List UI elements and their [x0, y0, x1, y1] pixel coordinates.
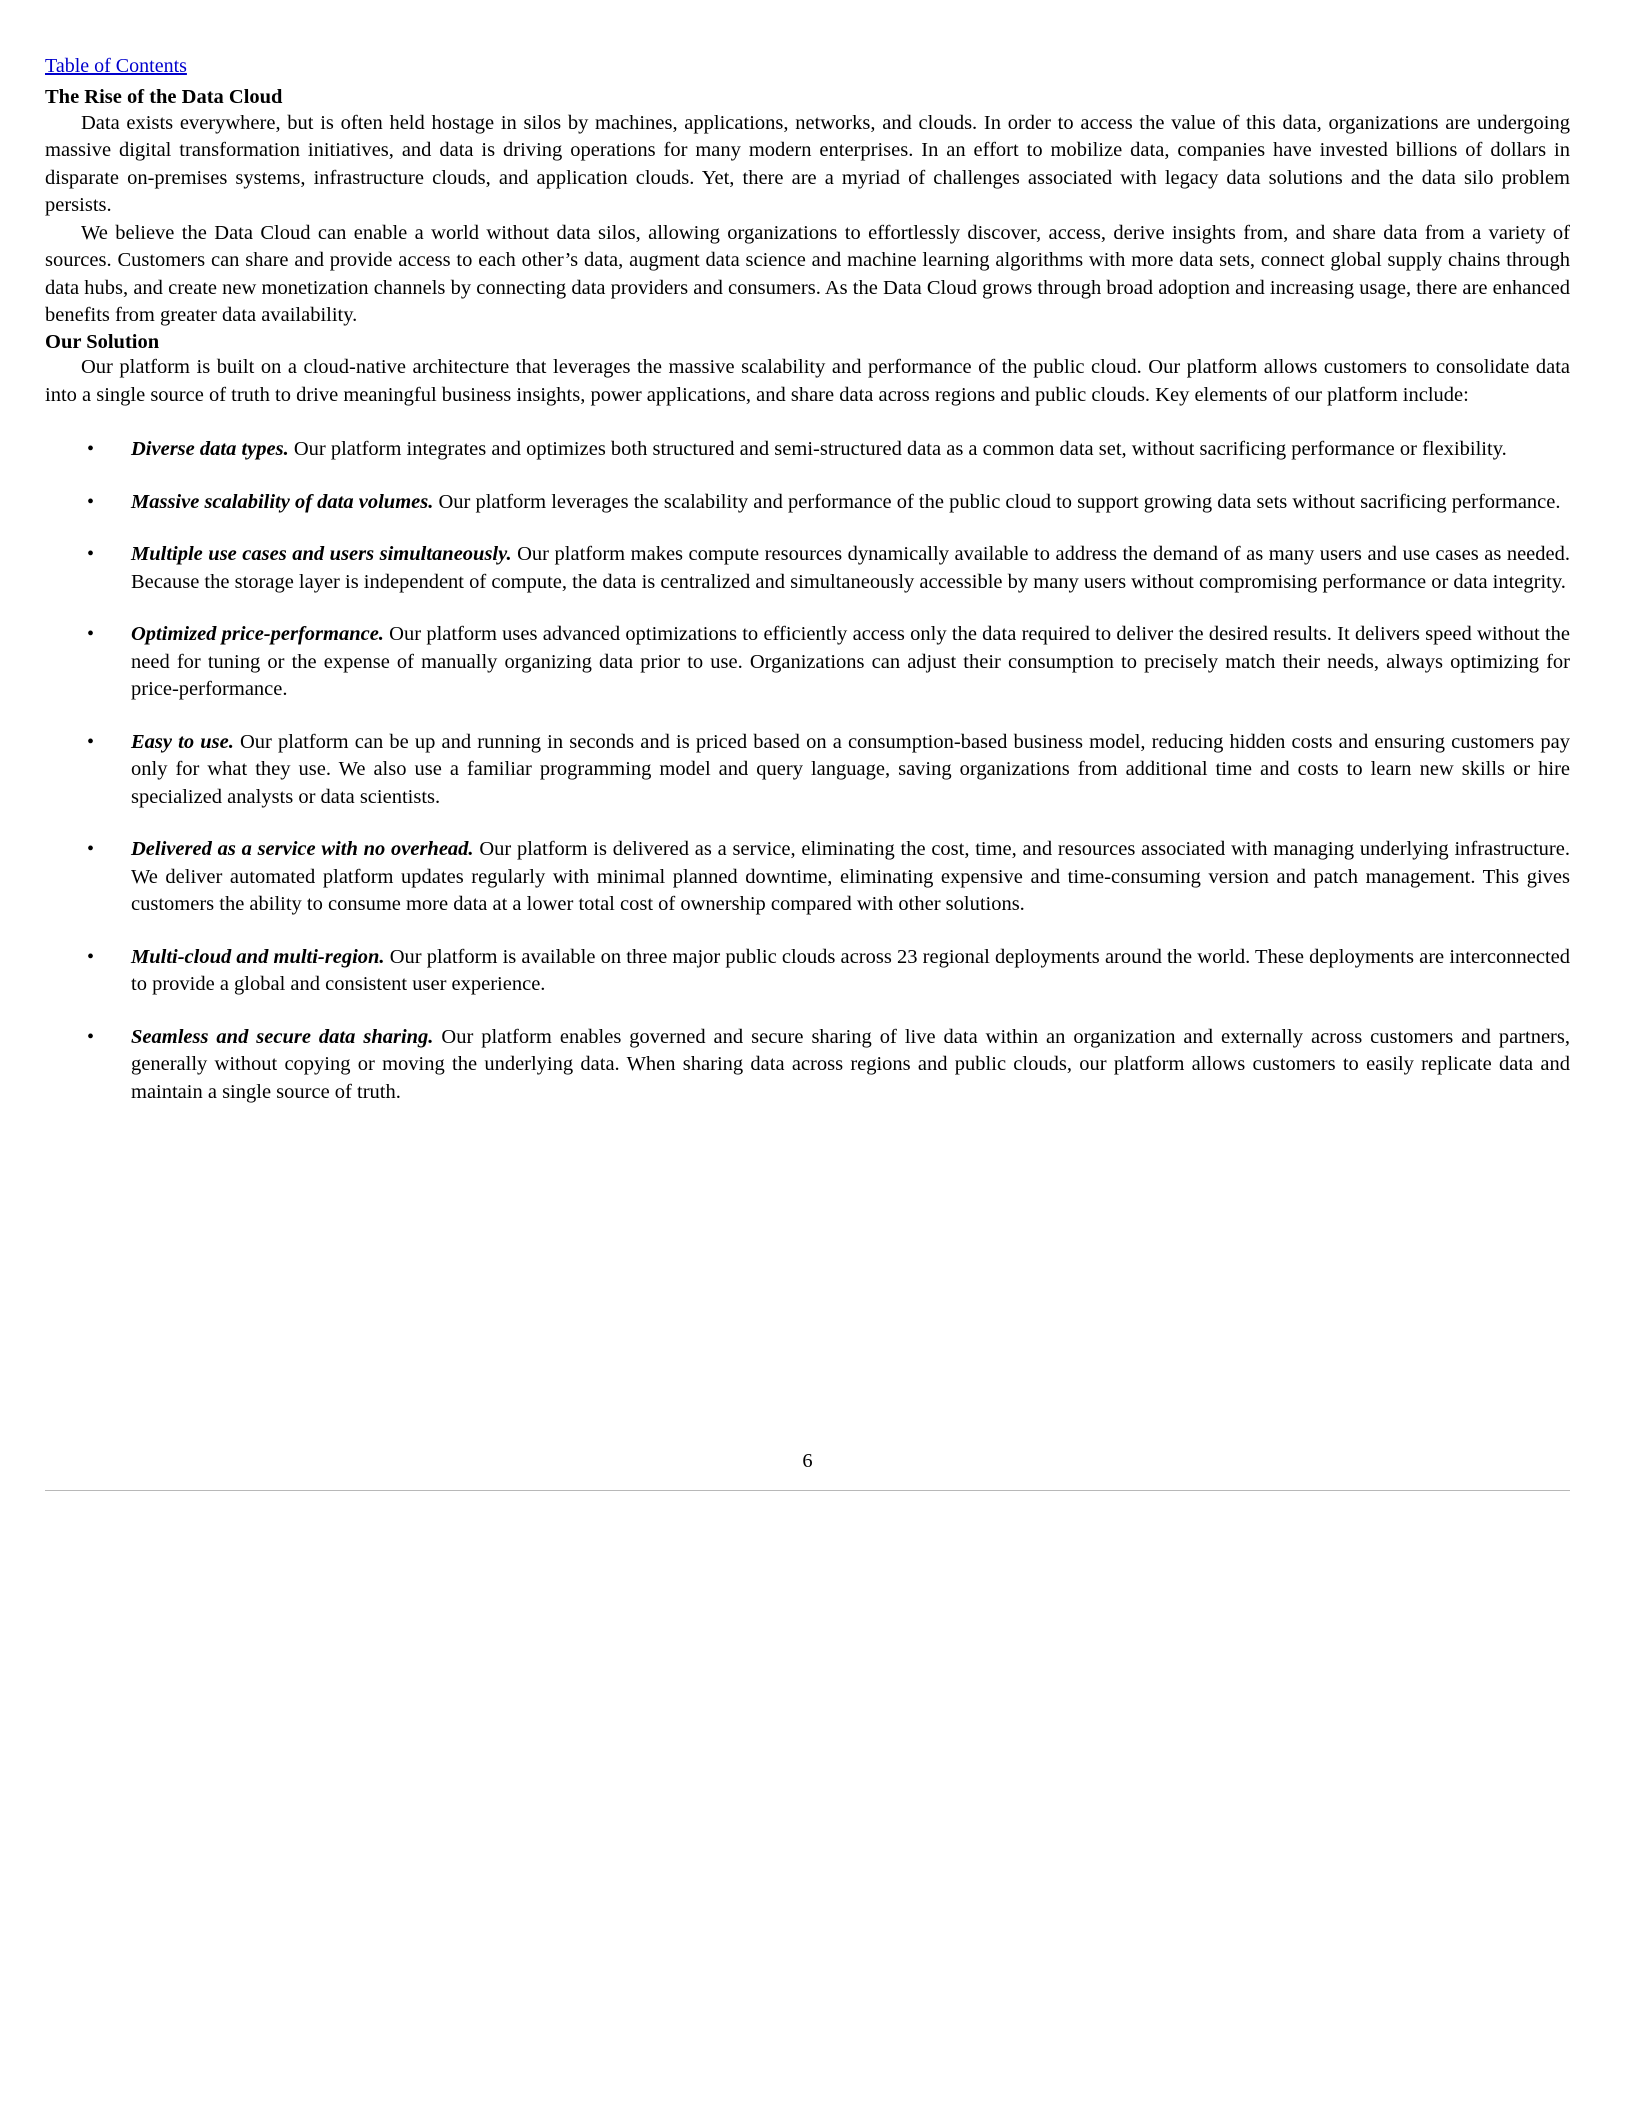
- list-item-lead: Multiple use cases and users simultaneously.: [131, 543, 512, 566]
- page-number: 6: [802, 1450, 813, 1472]
- toc-link-row: [45, 0, 1570, 85]
- table-of-contents-link[interactable]: Table of Contents: [45, 55, 187, 77]
- section-heading-rise-of-the-data-cloud: The Rise of the Data Cloud: [45, 86, 283, 108]
- list-item: [45, 621, 1570, 704]
- list-item: [45, 729, 1570, 812]
- bullet-point-icon: •: [87, 1025, 95, 1048]
- list-item-body: Our platform is delivered as a service, eliminating the cost, time, and resources associated with managing underlying infrastructure. We deliver automated platform updates regularly with minimal planned downtime, eliminating expensive and time-consuming version and patch management. This gives customers the ability to consume more data at a lower total cost of ownership compared with other solutions.: [131, 838, 1570, 916]
- bullet-point-icon: •: [87, 945, 95, 968]
- page-footer: [45, 1448, 1570, 1499]
- list-item-body: Our platform can be up and running in seconds and is priced based on a consumption-based business model, reducing hidden costs and ensuring customers pay only for what they use. We also use a familiar programming model and query language, saving organizations from additional time and costs to learn new skills or hire specialized analysts or data scientists.: [131, 730, 1570, 808]
- list-item: [45, 489, 1570, 517]
- list-item: [45, 436, 1570, 464]
- platform-elements-list: [45, 436, 1570, 1106]
- paragraph-data-exists-everywhere: Data exists everywhere, but is often held hostage in silos by machines, applications, networks, and clouds. In order to access the value of this data, organizations are undergoing massive digital transformation initiatives, and data is driving operations for many modern enterprises. In an effort to mobilize data, companies have invested billions of dollars in disparate on-premises systems, infrastructure clouds, and application clouds. Yet, there are a myriad of challenges associated with legacy data solutions and the data silo problem persists.: [45, 111, 1570, 217]
- bullet-point-icon: •: [87, 730, 95, 753]
- paragraph-our-platform-built-cloud-native: Our platform is built on a cloud-native architecture that leverages the massive scalability and performance of the public cloud. Our platform allows customers to consolidate data into a single source of truth to drive meaningful business insights, power applications, and share data across regions and public clouds. Key elements of our platform include:: [45, 356, 1570, 406]
- bullet-point-icon: •: [87, 543, 95, 566]
- list-item-lead: Diverse data types.: [131, 438, 289, 461]
- page-content: [45, 0, 1570, 1106]
- bullet-point-icon: •: [87, 838, 95, 861]
- list-item-lead: Multi-cloud and multi-region.: [131, 945, 385, 968]
- bullet-point-icon: •: [87, 623, 95, 646]
- list-item-lead: Massive scalability of data volumes.: [131, 490, 434, 513]
- bullet-point-icon: •: [87, 490, 95, 513]
- list-item: [45, 541, 1570, 596]
- footer-divider: [45, 1490, 1570, 1491]
- list-item-lead: Optimized price-performance.: [131, 623, 384, 646]
- list-item-body: Our platform is available on three major public clouds across 23 regional deployments around the world. These deployments are interconnected to provide a global and consistent user experience.: [131, 945, 1570, 996]
- paragraph-we-believe-data-cloud: We believe the Data Cloud can enable a world without data silos, allowing organizations to effortlessly discover, access, derive insights from, and share data from a variety of sources. Customers can share and provide access to each other’s data, augment data science and machine learning algorithms with more data sets, connect global supply chains through data hubs, and create new monetization channels by connecting data providers and consumers. As the Data Cloud grows through broad adoption and increasing usage, there are enhanced benefits from greater data availability.: [45, 221, 1570, 327]
- list-item-body: Our platform leverages the scalability and performance of the public cloud to support growing data sets without sacrificing performance.: [433, 490, 1561, 513]
- section-heading-our-solution: Our Solution: [45, 330, 160, 353]
- list-item: [45, 1024, 1570, 1107]
- bullet-point-icon: •: [87, 438, 95, 461]
- list-item-body: Our platform integrates and optimizes both structured and semi-structured data as a common data set, without sacrificing performance or flexibility.: [288, 438, 1507, 461]
- list-item-body: Our platform uses advanced optimizations to efficiently access only the data required to deliver the desired results. It delivers speed without the need for tuning or the expense of manually organizing data prior to use. Organizations can adjust their consumption to precisely match their needs, always optimizing for price-performance.: [131, 623, 1570, 701]
- list-item-body: Our platform makes compute resources dynamically available to address the demand of as many users and use cases as needed. Because the storage layer is independent of compute, the data is centralized and simultaneously accessible by many users without compromising performance or data integrity.: [131, 543, 1570, 593]
- list-item: [45, 836, 1570, 919]
- list-item-lead: Easy to use.: [131, 730, 234, 753]
- list-item-body: Our platform enables governed and secure sharing of live data within an organization and externally across customers and partners, generally without copying or moving the underlying data. When sharing data across regions and public clouds, our platform allows customers to easily replicate data and maintain a single source of truth.: [131, 1025, 1570, 1103]
- list-item-lead: Delivered as a service with no overhead.: [131, 838, 474, 861]
- list-item: [45, 944, 1570, 999]
- list-item-lead: Seamless and secure data sharing.: [131, 1025, 434, 1048]
